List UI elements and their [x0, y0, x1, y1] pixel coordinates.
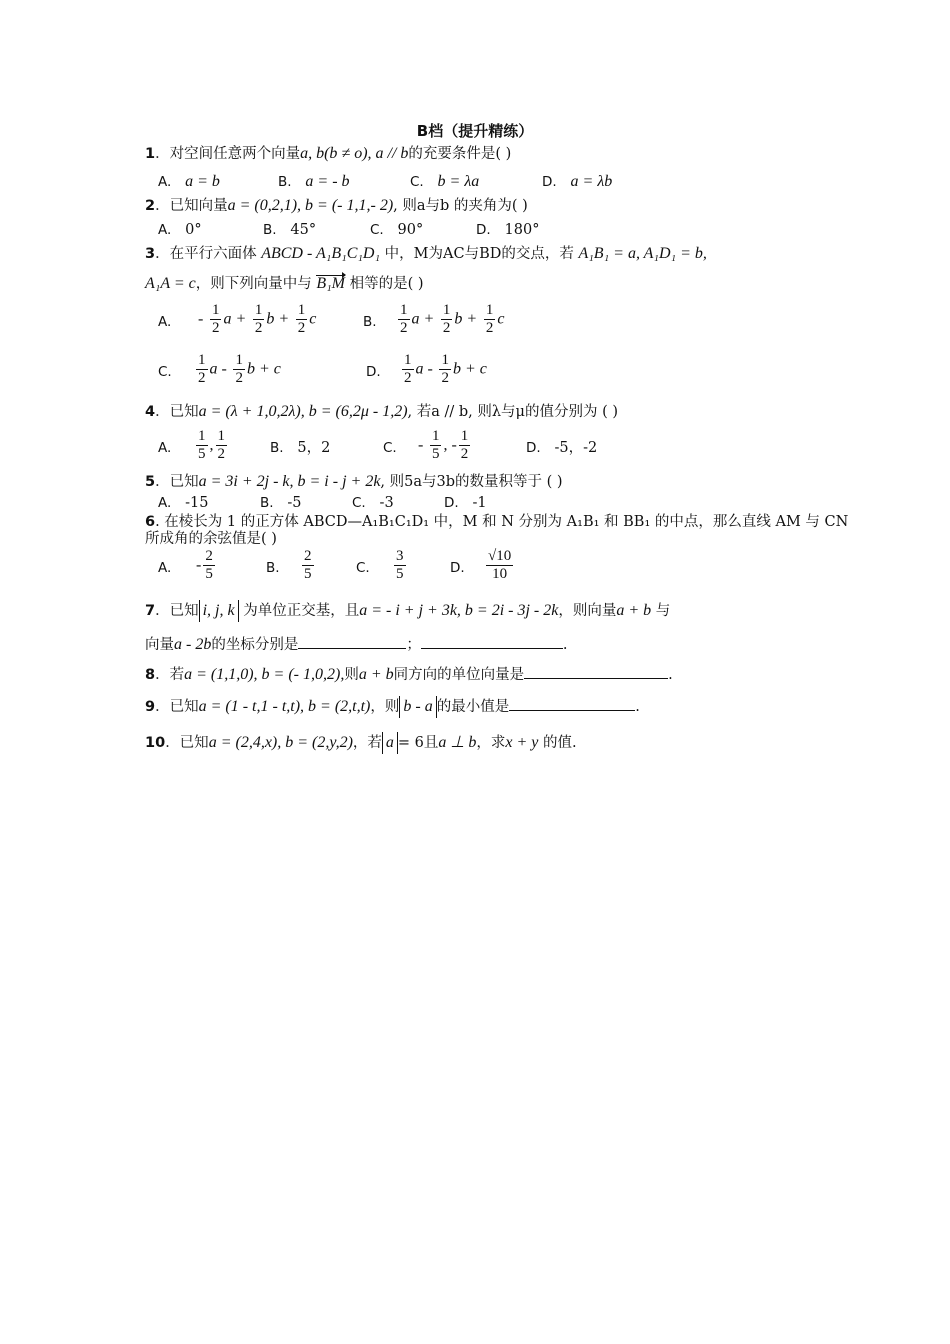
worksheet-page: B档（提升精练） 1．对空间任意两个向量a, b(b ≠ o), a // b的充要条件是( ) A. a = b B. a = - b C. b = λa D. a = λb 2．已知向量a = (0,2,1), b = (- 1,1,- 2), 则a与b 的夹角为( ) A. 0° B. 45° C. 90° D. 180° 3．在平行六面体 ABCD - A₁B₁C₁D₁ 中，M为AC与BD的交点，若 A₁B₁ = a, A₁D₁ = b, A₁A = c，则下列向量中与 B₁M 相等的是( ) A. - $\frac{1}{2}$ a + $\frac{1}{2}$ b + $\frac{1}{2}$ c B. $\frac{1}{2}$ a + $\frac{1}{2}$ b + $\frac{1}{2}$ c C. $\frac{1}{2}$ a - $\frac{1}{2}$ b + c D. $\frac{1}{2}$ a - $\frac{1}{2}$ b + c 4．已知a = (λ + 1,0,2λ), b = (6,2μ - 1,2), 若a // b, 则λ与μ的值分别为 ( ) A. $\frac{1}{5}$ , $\frac{1}{2}$ B. 5，2 C. - $\frac{1}{5}$ , - $\frac{1}{2}$ D. -5，-2 5．已知a = 3i + 2j - k, b = i - j + 2k, 则5a与3b的数量积等于 ( ) A. -15 B. -5 C. -3 D. -1 6. 在棱长为 1 的正方体 ABCD—A₁B₁C₁D₁ 中，M 和 N 分别为 A₁B₁ 和 BB₁ 的中点，那么直线 AM 与 CN 所成角的余弦值是( ) A. - $\frac{2}{5}$ B. $\frac{2}{5}$ C. $\frac{3}{5}$ D. $\frac{√10}{10}$ 7．已知 i, j, k 为单位正交基，且a = - i + j + 3k, b = 2i - 3j - 2k，则向量a + b 与 向量a - 2b的坐标分别是 ； . 8．若a = (1,1,0), b = (- 1,0,2),则a + b同方向的单位向量是 . 9．已知a = (1 - t,1 - t,t), b = (2,t,t)，则 b - a 的最小值是 . 10．已知a = (2,4,x), b = (2,y,2)，若 a = 6且a ⊥ b，求x + y 的值. [0, 0, 950, 1344]
question-2: 2．已知向量a = (0,2,1), b = (- 1,1,- 2), 则a与b 的夹角为( ) [145, 197, 528, 214]
answer-blank-1[interactable] [298, 634, 406, 649]
answer-blank-2[interactable] [421, 634, 563, 649]
page-title: B档（提升精练） [416, 122, 534, 140]
question-4: 4．已知a = (λ + 1,0,2λ), b = (6,2μ - 1,2), 若a // b, 则λ与μ的值分别为 ( ) [145, 403, 619, 420]
question-6: 6. 在棱长为 1 的正方体 ABCD—A₁B₁C₁D₁ 中，M 和 N 分别为 A₁B₁ 和 BB₁ 的中点，那么直线 AM 与 CN [145, 514, 849, 530]
question-6-line-2: 所成角的余弦值是( ) [145, 531, 277, 547]
question-10: 10．已知a = (2,4,x), b = (2,y,2)，若 a = 6且a ⊥ b，求x + y 的值. [145, 732, 577, 754]
question-3: 3．在平行六面体 ABCD - A₁B₁C₁D₁ 中，M为AC与BD的交点，若 A₁B₁ = a, A₁D₁ = b, [145, 245, 707, 262]
answer-blank-3[interactable] [524, 664, 668, 679]
question-9: 9．已知a = (1 - t,1 - t,t), b = (2,t,t)，则 b - a 的最小值是 . [145, 696, 640, 718]
question-1: 1．对空间任意两个向量a, b(b ≠ o), a // b的充要条件是( ) [145, 145, 512, 162]
q1-condition: a, b(b ≠ o), a // b [300, 145, 409, 162]
question-3-line-2: A₁A = c，则下列向量中与 B₁M 相等的是( ) [145, 275, 424, 292]
answer-blank-4[interactable] [509, 696, 635, 711]
question-8: 8．若a = (1,1,0), b = (- 1,0,2),则a + b同方向的单位向量是 . [145, 666, 673, 683]
question-5: 5．已知a = 3i + 2j - k, b = i - j + 2k, 则5a与3b的数量积等于 ( ) [145, 473, 563, 490]
question-7: 7．已知 i, j, k 为单位正交基，且a = - i + j + 3k, b = 2i - 3j - 2k，则向量a + b 与 [145, 600, 670, 622]
question-7-line-2: 向量a - 2b的坐标分别是 ； . [145, 636, 568, 653]
